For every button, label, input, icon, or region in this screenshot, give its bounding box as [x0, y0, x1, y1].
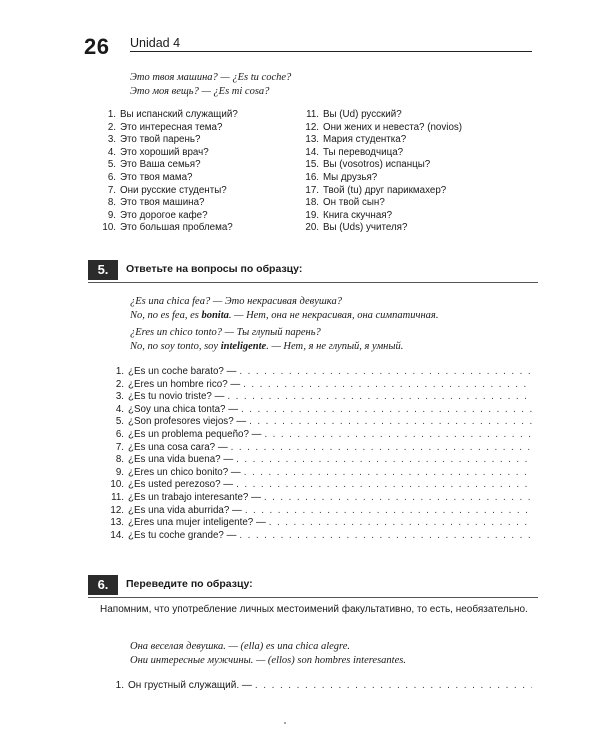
exercise-item: [108, 467, 532, 480]
exercise-item: [108, 416, 532, 429]
item-number: 11.: [111, 491, 124, 503]
list-item: [100, 185, 238, 198]
unit-title: Unidad 4: [130, 36, 181, 50]
answer-leader: [236, 454, 532, 467]
item-number: 1.: [115, 680, 124, 691]
list-item: [303, 134, 462, 147]
item-text: Это Ваша семья?: [120, 159, 201, 171]
item-number: 12.: [305, 121, 319, 133]
exercise-item: [108, 454, 532, 467]
header-rule: [130, 51, 532, 52]
item-number: 19.: [305, 209, 319, 221]
list-item: [303, 109, 462, 122]
intro-example-2: Это моя вещь? — ¿Es mi cosa?: [130, 86, 270, 97]
item-number: 8.: [107, 197, 116, 209]
exercise-item: [108, 530, 532, 543]
answer-leader: [231, 442, 532, 455]
item-number: 6.: [115, 428, 124, 440]
item-text: Они жених и невеста? (novios): [323, 121, 463, 133]
item-number: 1.: [115, 366, 124, 377]
section-6-note: Напомним, что употребление личных местоимений факультативно, то есть, необязательно.: [100, 604, 528, 615]
list-item: [100, 147, 238, 160]
list-item: [100, 134, 238, 147]
exercise-item: [108, 379, 532, 392]
answer-leader: [241, 404, 532, 417]
item-text: Он твой сын?: [323, 197, 385, 209]
item-text: ¿Soy una chica tonta? —: [128, 403, 239, 415]
answer-leader: [264, 492, 532, 505]
item-number: 3.: [115, 391, 124, 403]
item-text: Это большая проблема?: [120, 222, 233, 234]
item-number: 4.: [107, 146, 116, 158]
item-number: 7.: [107, 184, 116, 196]
item-number: 15.: [305, 159, 319, 171]
item-number: 8.: [115, 454, 124, 466]
list-item: [100, 210, 238, 223]
model-question-2: ¿Eres un chico tonto? — Ты глупый парень?: [130, 327, 321, 338]
item-number: 14.: [305, 146, 319, 158]
answer-leader: [227, 391, 532, 404]
item-text: Мы друзья?: [323, 171, 378, 183]
emphasis-word: inteligente: [220, 341, 267, 352]
item-text: Это твоя мама?: [120, 171, 193, 183]
answer-leader: [239, 530, 532, 543]
item-text: ¿Eres un hombre rico? —: [128, 378, 241, 390]
answer-leader: [264, 429, 532, 442]
item-text: Мария студентка?: [323, 134, 407, 146]
exercise-item: [108, 404, 532, 417]
list-item: [303, 122, 462, 135]
item-number: 13.: [305, 134, 319, 146]
item-text: ¿Son profesores viejos? —: [128, 416, 247, 428]
answer-leader: [269, 517, 532, 530]
item-text: ¿Es una vida buena? —: [128, 454, 234, 466]
translation-list-right: [303, 109, 462, 235]
exercise-item: [108, 429, 532, 442]
item-number: 1.: [107, 109, 116, 120]
item-number: 9.: [107, 209, 116, 221]
item-number: 2.: [107, 121, 116, 133]
exercise-item: [108, 366, 532, 379]
item-number: 17.: [305, 184, 319, 196]
exercise-item: [108, 479, 532, 492]
print-speck: [284, 722, 286, 724]
item-text: Книга скучная?: [323, 209, 393, 221]
item-number: 4.: [115, 403, 124, 415]
item-text: Он грустный служащий. —: [128, 680, 252, 691]
exercise-item: [108, 517, 532, 530]
answer-leader: [244, 467, 532, 480]
exercise-item: [108, 442, 532, 455]
item-text: ¿Es un problema pequeño? —: [128, 428, 262, 440]
list-item: [303, 172, 462, 185]
item-text: ¿Es una vida aburrida? —: [128, 504, 242, 516]
section-rule: [88, 282, 538, 283]
section-6-header: [88, 575, 538, 597]
item-number: 9.: [115, 466, 124, 478]
item-text: Это дорогое кафе?: [120, 209, 208, 221]
list-item: [303, 159, 462, 172]
item-number: 12.: [110, 504, 124, 516]
item-number: 20.: [305, 222, 319, 234]
item-number: 16.: [305, 171, 319, 183]
item-text: Это хороший врач?: [120, 146, 209, 158]
item-text: ¿Eres un chico bonito? —: [128, 466, 241, 478]
list-item: [100, 159, 238, 172]
answer-leader: [243, 379, 532, 392]
item-number: 2.: [115, 378, 124, 390]
exercise-item: [108, 492, 532, 505]
section-rule: [88, 597, 538, 598]
model-answer-1: No, no es fea, es bonita. — Нет, она не некрасивая, она симпатичная.: [130, 310, 439, 321]
item-text: Твой (tu) друг парикмахер?: [323, 184, 447, 196]
section-6-example-2: Они интересные мужчины. — (ellos) son hombres interesantes.: [130, 655, 406, 666]
section-5-header: [88, 260, 538, 282]
list-item: [100, 222, 238, 235]
section-number-badge: 5.: [88, 260, 118, 280]
item-number: 5.: [107, 159, 116, 171]
item-number: 7.: [115, 441, 124, 453]
item-number: 11.: [306, 109, 319, 120]
section-title: Ответьте на вопросы по образцу:: [126, 263, 303, 275]
list-item: [100, 197, 238, 210]
item-text: ¿Es un coche barato? —: [128, 366, 237, 377]
item-text: ¿Es una cosa cara? —: [128, 441, 228, 453]
answer-leader: [239, 366, 532, 379]
answer-leader: [249, 416, 532, 429]
item-number: 10.: [110, 479, 124, 491]
item-number: 14.: [110, 529, 124, 541]
exercise-item: [108, 680, 532, 691]
item-text: Это твоя машина?: [120, 197, 205, 209]
item-text: Вы (vosotros) испанцы?: [323, 159, 431, 171]
list-item: [303, 197, 462, 210]
item-text: Это интересная тема?: [120, 121, 223, 133]
exercise-5-list: [108, 366, 532, 542]
item-number: 10.: [102, 222, 116, 234]
item-text: Вы испанский служащий?: [120, 109, 238, 120]
item-text: Ты переводчица?: [323, 146, 404, 158]
list-item: [303, 210, 462, 223]
emphasis-word: bonita: [201, 310, 229, 321]
list-item: [100, 122, 238, 135]
item-number: 13.: [110, 517, 124, 529]
list-item: [100, 109, 238, 122]
item-text: ¿Eres una mujer inteligente? —: [128, 517, 266, 529]
answer-leader: [245, 505, 532, 518]
section-6-example-1: Она веселая девушка. — (ella) es una chica alegre.: [130, 641, 351, 652]
item-text: Они русские студенты?: [120, 184, 227, 196]
item-number: 3.: [107, 134, 116, 146]
item-text: Это твой парень?: [120, 134, 201, 146]
page-number: 26: [84, 34, 110, 59]
item-text: ¿Es tu coche grande? —: [128, 529, 237, 541]
translation-list-left: [100, 109, 238, 235]
item-number: 18.: [305, 197, 319, 209]
answer-leader: [236, 479, 532, 492]
section-number-badge: 6.: [88, 575, 118, 595]
intro-example-1: Это твоя машина? — ¿Es tu coche?: [130, 72, 292, 83]
item-number: 6.: [107, 171, 116, 183]
item-text: Вы (Uds) учителя?: [323, 222, 408, 234]
item-text: ¿Es tu novio triste? —: [128, 391, 225, 403]
item-number: 5.: [115, 416, 124, 428]
list-item: [100, 172, 238, 185]
answer-leader: [255, 680, 532, 691]
section-title: Переведите по образцу:: [126, 578, 253, 590]
exercise-item: [108, 505, 532, 518]
list-item: [303, 185, 462, 198]
exercise-item: [108, 391, 532, 404]
item-text: Вы (Ud) русский?: [323, 109, 402, 120]
list-item: [303, 222, 462, 235]
item-text: ¿Es usted perezoso? —: [128, 479, 234, 491]
item-text: ¿Es un trabajo interesante? —: [128, 491, 261, 503]
list-item: [303, 147, 462, 160]
model-answer-2: No, no soy tonto, soy inteligente. — Нет, я не глупый, я умный.: [130, 341, 404, 352]
model-question-1: ¿Es una chica fea? — Это некрасивая девушка?: [130, 296, 342, 307]
